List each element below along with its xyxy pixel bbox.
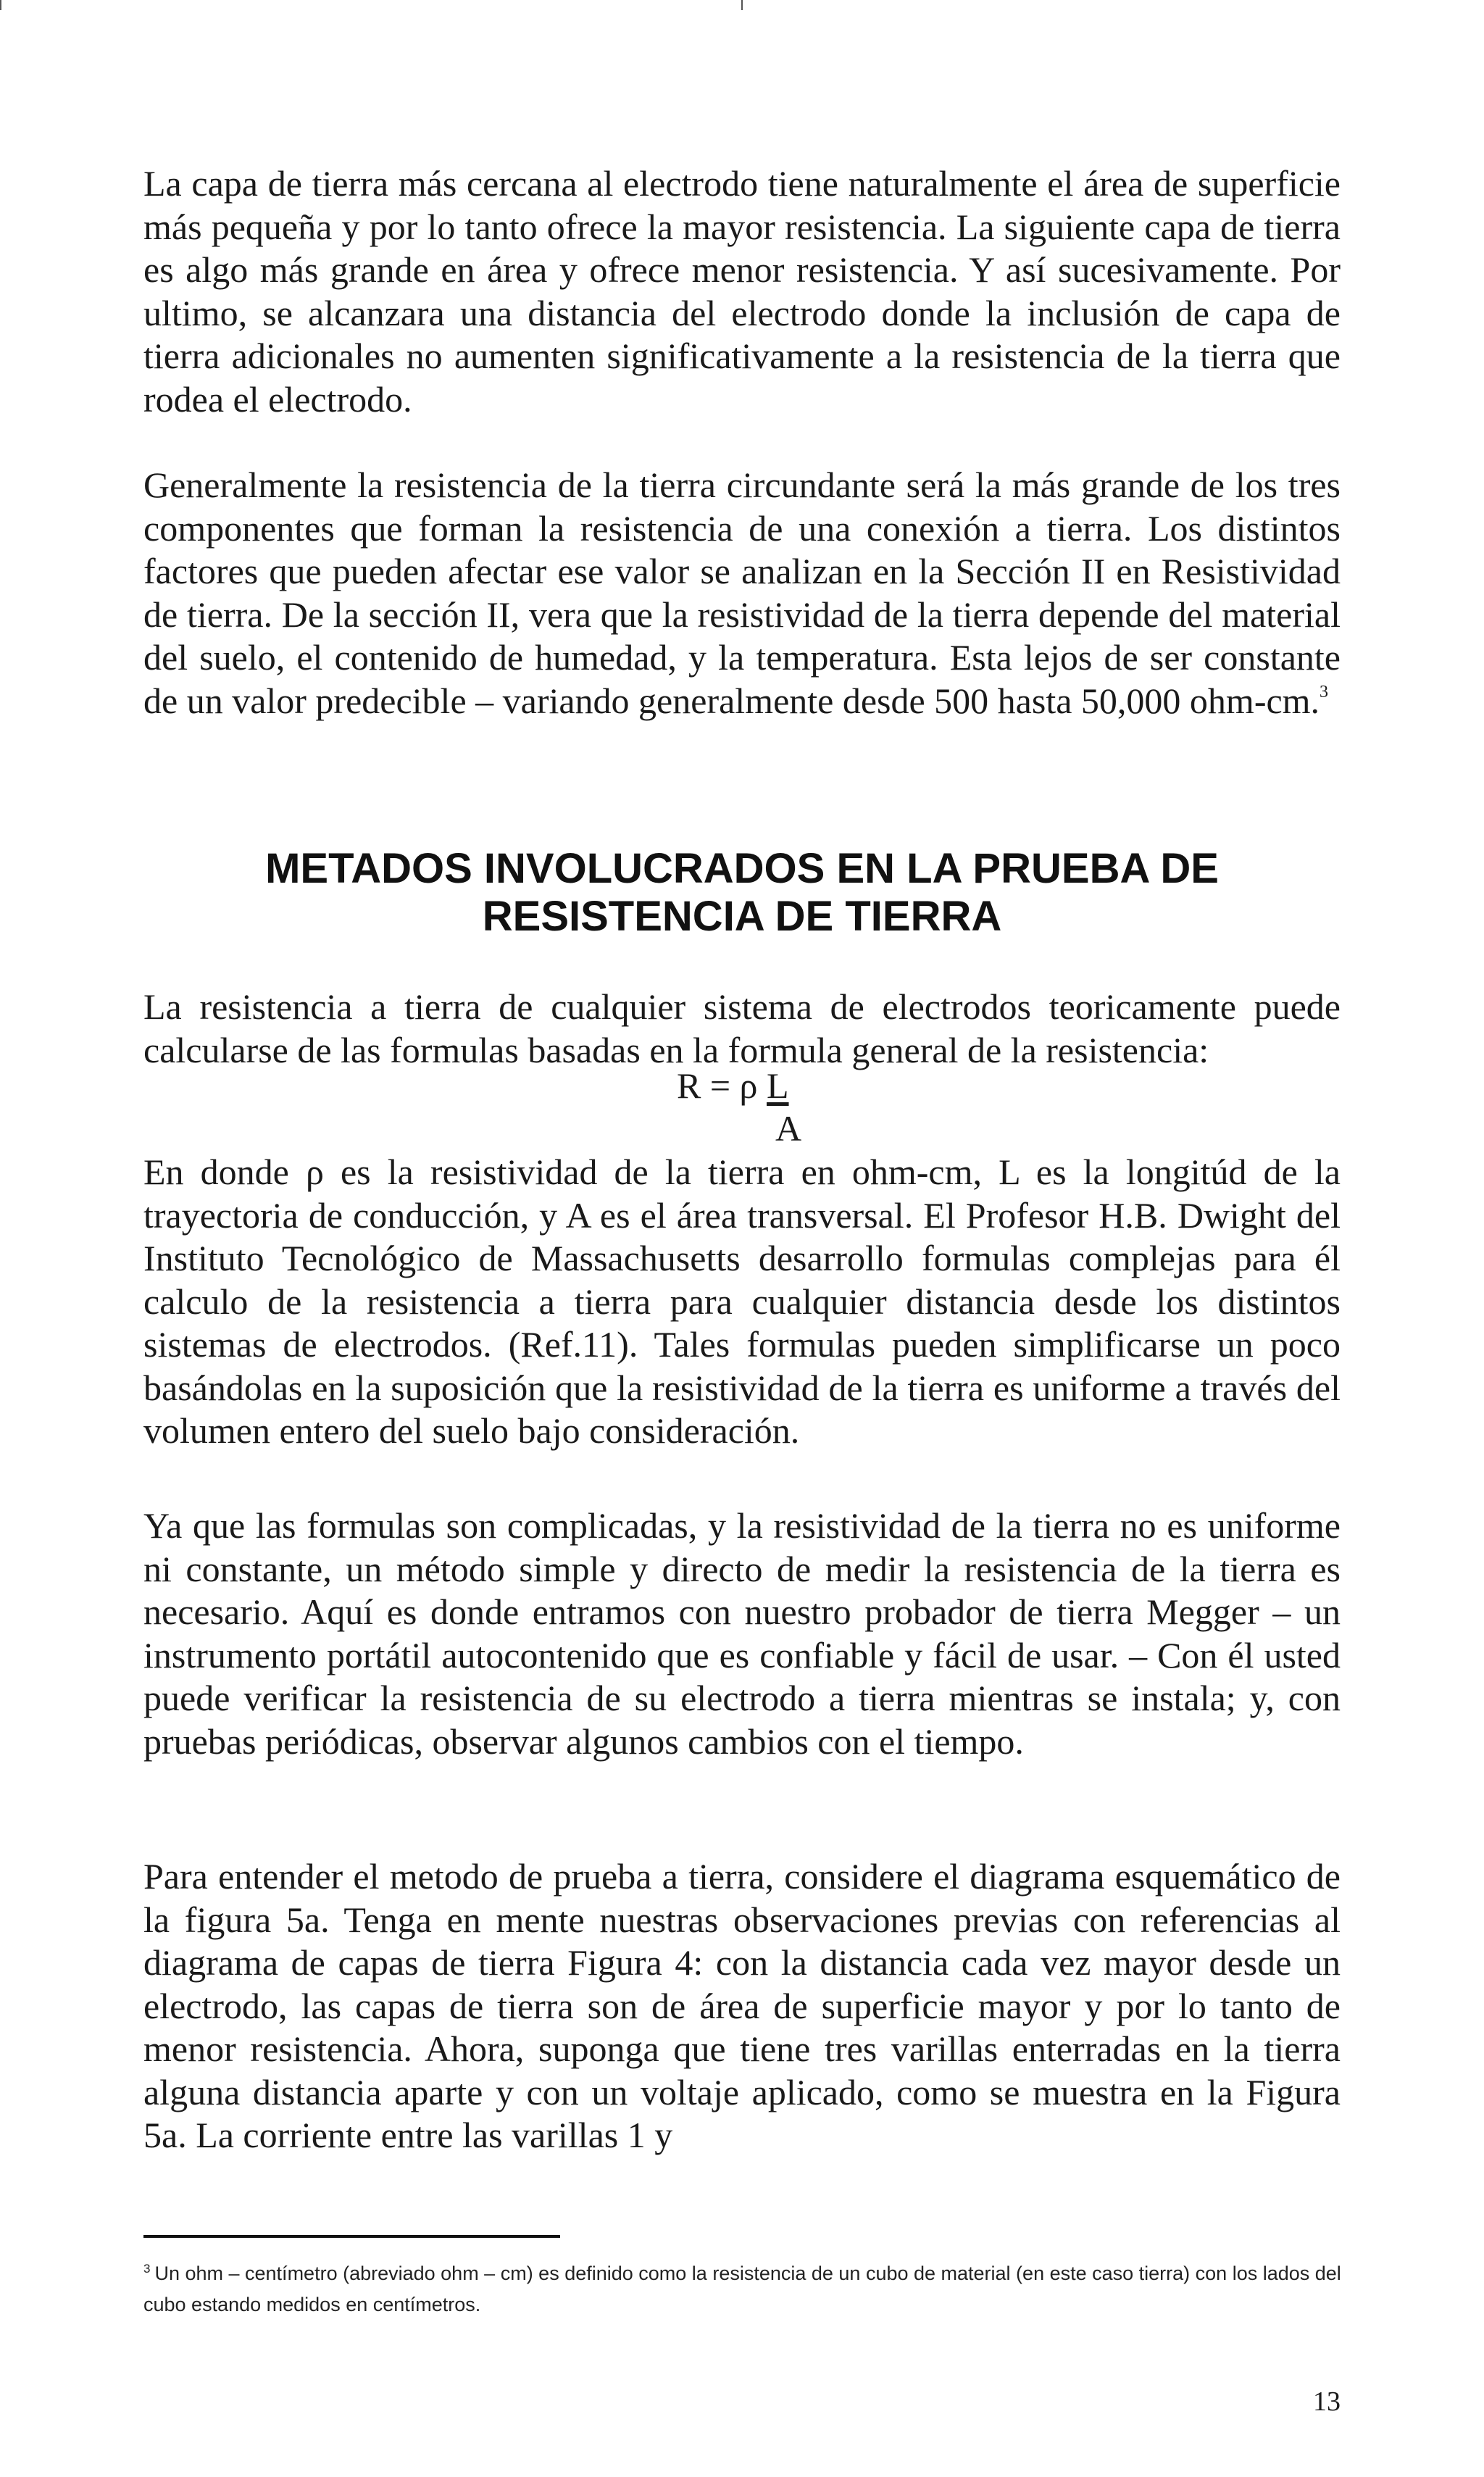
paragraph-electrode-layers: La capa de tierra más cercana al electrodo tiene naturalmente el área de superficie más pequeña y por lo tanto ofrece la mayor resistencia. La siguiente capa de tierra es algo más grande en área y ofrece menor resistencia. Y así sucesivamente. Por ultimo, se alcanzara una distancia del electrodo donde la inclusión de capa de tierra adicionales no aumenten significativamente a la resistencia de la tierra que rodea el electrodo.	[143, 163, 1341, 420]
formula-lhs: R = ρ	[677, 1065, 767, 1106]
resistance-formula	[677, 1065, 789, 1107]
paragraph-dwight-formulas: En donde ρ es la resistividad de la tierra en ohm-cm, L es la longitúd de la trayectoria de conducción, y A es el área transversal. El Profesor H.B. Dwight del Instituto Tecnológico de Massachusetts desarrollo formulas complejas para él calculo de la resistencia a tierra para cualquier distancia desde los distintos sistemas de electrodos. (Ref.11). Tales formulas pueden simplificarse un poco basándolas en la suposición que la resistividad de la tierra es uniforme a través del volumen entero del suelo bajo consideración.	[143, 1152, 1341, 1451]
footnote-reference: 3	[1320, 682, 1329, 702]
paragraph-surrounding-resistance	[143, 464, 1341, 723]
crop-mark-left	[0, 0, 1, 10]
paragraph-surrounding-resistance-text: Generalmente la resistencia de la tierra circundante será la más grande de los tres componentes que forman la resistencia de una conexión a tierra. Los distintos factores que pueden afectar ese valor se analizan en la Sección II en Resistividad de tierra. De la sección II, vera que la resistividad de la tierra depende del material del suelo, el contenido de humedad, y la temperatura. Esta lejos de ser constante de un valor predecible – variando generalmente desde 500 hasta 50,000 ohm-cm.	[143, 465, 1341, 721]
footnote-mark: 3	[143, 2262, 151, 2276]
section-heading-line1: METADOS INVOLUCRADOS EN LA PRUEBA DE	[265, 845, 1219, 892]
formula-denominator: A	[775, 1108, 802, 1149]
paragraph-formula-intro: La resistencia a tierra de cualquier sistema de electrodos teoricamente puede calcularse de las formulas basadas en la formula general de la resistencia:	[143, 986, 1341, 1070]
crop-mark-center	[741, 0, 743, 10]
section-heading-line2: RESISTENCIA DE TIERRA	[482, 893, 1002, 940]
paragraph-test-method: Para entender el metodo de prueba a tierra, considere el diagrama esquemático de la figura 5a. Tenga en mente nuestras observaciones previas con referencias al diagrama de capas de tierra Figura 4: con la distancia cada vez mayor desde un electrodo, las capas de tierra son de área de superficie mayor y por lo tanto de menor resistencia. Ahora, suponga que tiene tres varillas enterradas en la tierra alguna distancia aparte y con un voltaje aplicado, como se muestra en la Figura 5a. La corriente entre las varillas 1 y	[143, 1856, 1341, 2155]
footnote	[143, 2258, 1346, 2320]
footnote-text: Un ohm – centímetro (abreviado ohm – cm) es definido como la resistencia de un cubo de material (en este caso tierra) con los lados del cubo estando medidos en centímetros.	[143, 2262, 1341, 2315]
formula-numerator: L	[767, 1065, 789, 1106]
paragraph-megger-tester: Ya que las formulas son complicadas, y la resistividad de la tierra no es uniforme ni constante, un método simple y directo de medir la resistencia de la tierra es necesario. Aquí es donde entramos con nuestro probador de tierra Megger – un instrumento portátil autocontenido que es confiable y fácil de usar. – Con él usted puede verificar la resistencia de su electrodo a tierra mientras se instala; y, con pruebas periódicas, observar algunos cambios con el tiempo.	[143, 1505, 1341, 1762]
page-number: 13	[1313, 2386, 1341, 2417]
footnote-divider	[143, 2235, 560, 2238]
section-heading	[143, 845, 1341, 941]
